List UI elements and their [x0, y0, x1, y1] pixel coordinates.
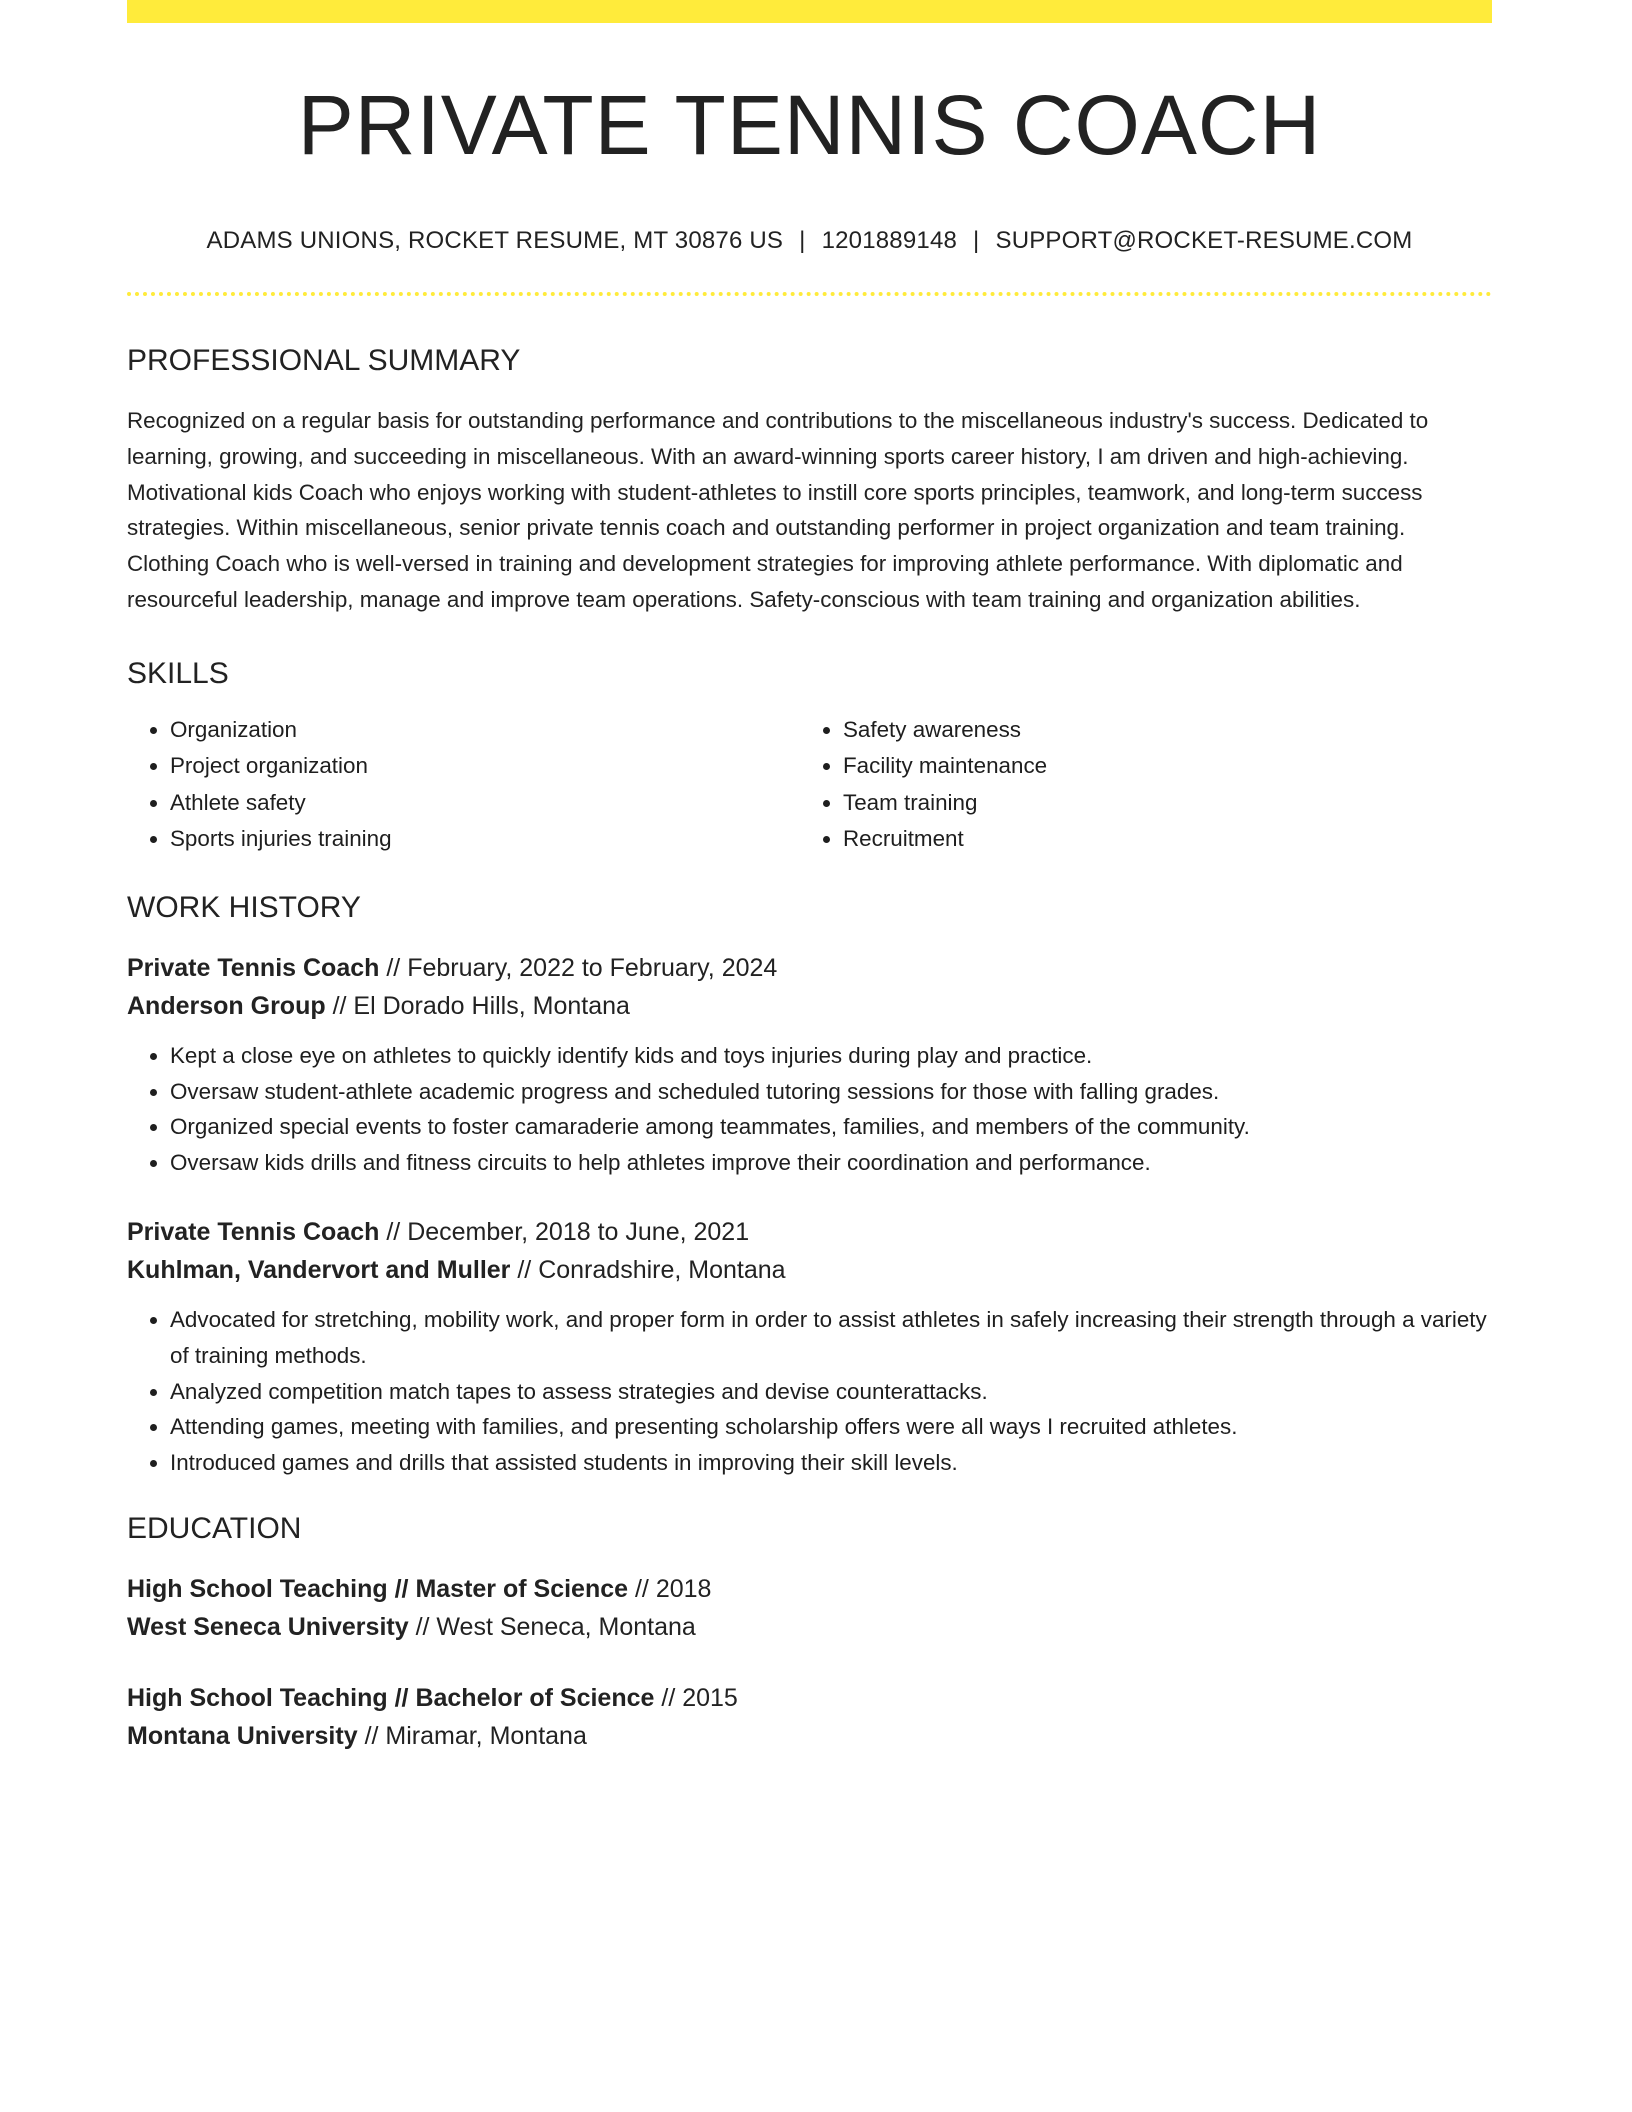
skill-item: • Organization — [170, 712, 800, 749]
job-company: Kuhlman, Vandervort and Muller — [127, 1255, 511, 1284]
education-degree: High School Teaching // Master of Science — [127, 1574, 629, 1603]
education-location: // West Seneca, Montana — [415, 1612, 696, 1641]
contact-separator: | — [799, 227, 806, 254]
job-entry — [127, 949, 1492, 1181]
job-bullet: • Introduced games and drills that assisted students in improving their skill levels. — [170, 1445, 1492, 1481]
accent-top-bar — [127, 0, 1492, 23]
skill-item: • Project organization — [170, 748, 800, 785]
job-company-line — [127, 987, 1492, 1025]
job-bullet: • Kept a close eye on athletes to quickly identify kids and toys injuries during play and practice. — [170, 1038, 1492, 1074]
skill-item: • Recruitment — [843, 821, 1473, 858]
education-entry — [127, 1570, 1492, 1646]
job-bullet: • Oversaw student-athlete academic progress and scheduled tutoring sessions for those with falling grades. — [170, 1074, 1492, 1110]
job-entry — [127, 1213, 1492, 1481]
resume-title: PRIVATE TENNIS COACH — [297, 78, 1322, 172]
education-degree-line — [127, 1570, 1492, 1608]
education-year: // 2018 — [634, 1574, 712, 1603]
job-title-line — [127, 949, 1492, 987]
education-location: // Miramar, Montana — [364, 1721, 587, 1750]
skills-column-right — [800, 712, 1473, 858]
resume-page — [127, 0, 1492, 1755]
job-bullet: • Oversaw kids drills and fitness circuits to help athletes improve their coordination and performance. — [170, 1145, 1492, 1181]
job-title: Private Tennis Coach — [127, 1217, 380, 1246]
job-dates: // December, 2018 to June, 2021 — [386, 1217, 750, 1246]
contact-phone: 1201889148 — [821, 227, 958, 254]
dotted-divider — [127, 292, 1492, 296]
summary-text: Recognized on a regular basis for outstanding performance and contributions to the miscellaneous industry's success. Dedicated to learning, growing, and succeeding in miscellaneous. With an award-winning sports career history, I am driven and high-achieving. Motivational kids Coach who enjoys working with student-athletes to instill core sports principles, teamwork, and long-term success strategies. Within miscellaneous, senior private tennis coach and outstanding performer in project organization and team training. Clothing Coach who is well-versed in training and development strategies for improving athlete performance. With diplomatic and resourceful leadership, manage and improve team operations. Safety-conscious with team training and organization abilities. — [127, 408, 1429, 612]
skills-list — [127, 712, 1492, 858]
job-bullet: • Organized special events to foster camaraderie among teammates, families, and members of the community. — [170, 1109, 1492, 1145]
job-bullet: • Analyzed competition match tapes to assess strategies and devise counterattacks. — [170, 1374, 1492, 1410]
job-bullets — [127, 1302, 1492, 1481]
job-company-line — [127, 1251, 1492, 1289]
education-year: // 2015 — [661, 1683, 738, 1712]
job-location: // Conradshire, Montana — [517, 1255, 786, 1284]
education-school-line — [127, 1717, 1492, 1755]
education-school-line — [127, 1608, 1492, 1646]
job-dates: // February, 2022 to February, 2024 — [386, 953, 778, 982]
education-degree-line — [127, 1679, 1492, 1717]
skill-item: • Athlete safety — [170, 785, 800, 822]
job-title-line — [127, 1213, 1492, 1251]
skills-column-left — [127, 712, 800, 858]
job-company: Anderson Group — [127, 991, 326, 1020]
skill-item: • Safety awareness — [843, 712, 1473, 749]
job-bullet: • Advocated for stretching, mobility work, and proper form in order to assist athletes in safely increasing their strength through a variety of training methods. — [170, 1302, 1492, 1374]
contact-address: ADAMS UNIONS, ROCKET RESUME, MT 30876 US — [206, 227, 784, 254]
job-bullet: • Attending games, meeting with families, and presenting scholarship offers were all ways I recruited athletes. — [170, 1409, 1492, 1445]
summary-heading: PROFESSIONAL SUMMARY — [127, 344, 521, 377]
job-location: // El Dorado Hills, Montana — [332, 991, 630, 1020]
contact-separator: | — [973, 227, 980, 254]
education-degree: High School Teaching // Bachelor of Science — [127, 1683, 655, 1712]
education-school: Montana University — [127, 1721, 358, 1750]
job-title: Private Tennis Coach — [127, 953, 380, 982]
skill-item: • Team training — [843, 785, 1473, 822]
education-heading: EDUCATION — [127, 1511, 302, 1545]
job-bullets — [127, 1038, 1492, 1181]
skills-heading: SKILLS — [127, 656, 229, 690]
contact-email: SUPPORT@ROCKET-RESUME.COM — [995, 227, 1413, 254]
education-school: West Seneca University — [127, 1612, 409, 1641]
work-history-heading: WORK HISTORY — [127, 890, 361, 924]
contact-line — [127, 229, 1492, 253]
skill-item: • Facility maintenance — [843, 748, 1473, 785]
education-entry — [127, 1679, 1492, 1755]
skill-item: • Sports injuries training — [170, 821, 800, 858]
